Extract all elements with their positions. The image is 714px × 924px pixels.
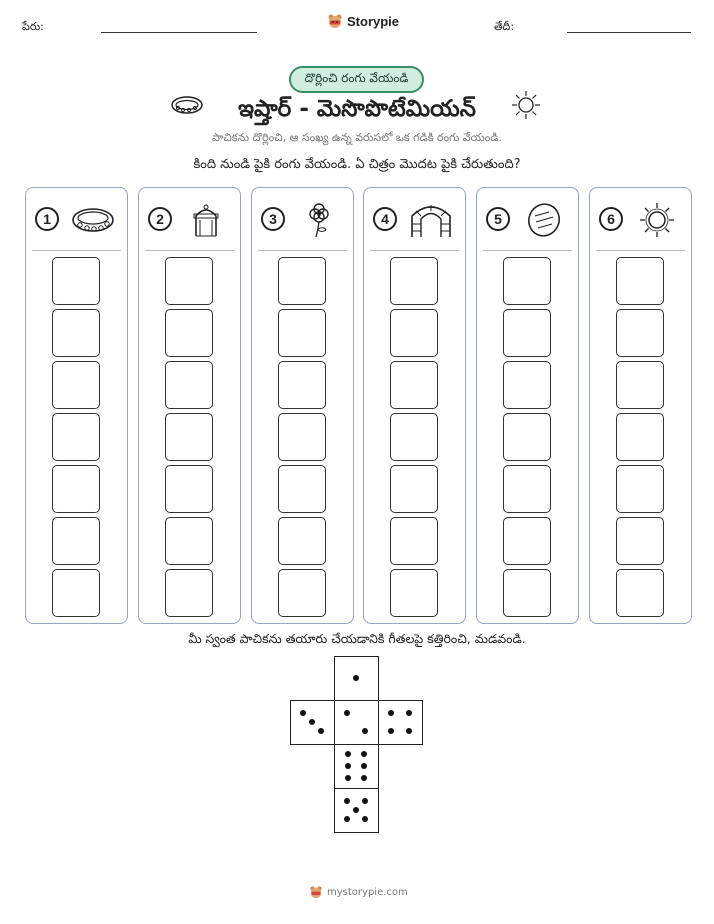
bracelet-icon [68,202,118,238]
dice-pip [345,775,351,781]
gate-icon [181,202,231,238]
color-box[interactable] [52,361,100,409]
color-box[interactable] [278,361,326,409]
color-box[interactable] [52,257,100,305]
dice-pip [353,675,359,681]
dice-pip [406,710,412,716]
column-2 [138,187,241,624]
column-divider [483,250,572,251]
roll-and-color-badge: దొర్లించి రంగు వేయండి [289,66,424,93]
dice-face-3 [290,700,335,745]
bear-logo-icon [327,13,343,29]
dice-face-2 [334,700,379,745]
subtitle: పాచికను దొర్లించి, ఆ సంఖ్య ఉన్న వరుసలో ఒక గడికి రంగు వేయండి. [212,131,502,144]
dice-pip [345,763,351,769]
dice-pip [362,816,368,822]
dice-pip [361,775,367,781]
dice-pip [344,710,350,716]
dice-face-1 [334,656,379,701]
color-box[interactable] [616,413,664,461]
color-box[interactable] [503,465,551,513]
color-box[interactable] [390,257,438,305]
color-box[interactable] [503,569,551,617]
column-6 [589,187,692,624]
sun-icon [632,202,682,238]
column-number: 3 [261,207,285,231]
color-box[interactable] [616,309,664,357]
color-box[interactable] [616,361,664,409]
column-number: 6 [599,207,623,231]
color-box[interactable] [165,569,213,617]
column-header [364,188,465,250]
footer [309,885,408,899]
dice-pip [318,728,324,734]
color-box[interactable] [278,569,326,617]
instruction-text: కింది నుండి పైకి రంగు వేయండి. ఏ చిత్రం మొదట పైకి చేరుతుంది? [193,157,521,172]
column-header [477,188,578,250]
date-line[interactable] [567,32,691,33]
color-box[interactable] [390,309,438,357]
color-box[interactable] [390,517,438,565]
color-box[interactable] [616,465,664,513]
page-title: ఇష్తార్ - మెసొపొటేమియన్ [238,96,476,122]
color-box[interactable] [616,257,664,305]
dice-face-4 [378,700,423,745]
color-box[interactable] [503,413,551,461]
color-box[interactable] [52,465,100,513]
color-box[interactable] [503,361,551,409]
column-header [139,188,240,250]
column-divider [258,250,347,251]
column-number: 1 [35,207,59,231]
color-box[interactable] [165,257,213,305]
dice-pip [406,728,412,734]
color-box[interactable] [616,569,664,617]
color-box[interactable] [503,257,551,305]
column-header [590,188,691,250]
color-box[interactable] [278,465,326,513]
dice-pip [344,798,350,804]
color-box[interactable] [390,361,438,409]
color-box[interactable] [616,517,664,565]
color-box[interactable] [165,465,213,513]
column-5 [476,187,579,624]
color-box[interactable] [390,413,438,461]
column-divider [145,250,234,251]
column-header [252,188,353,250]
dice-pip [361,763,367,769]
color-box[interactable] [278,257,326,305]
column-header [26,188,127,250]
dice-pip [388,728,394,734]
column-number: 5 [486,207,510,231]
color-box[interactable] [503,309,551,357]
color-box[interactable] [278,517,326,565]
color-box[interactable] [165,517,213,565]
column-4 [363,187,466,624]
color-box[interactable] [52,569,100,617]
name-label: పేరు: [22,20,44,33]
color-box[interactable] [278,413,326,461]
dice-pip [345,751,351,757]
brand-logo [327,13,399,29]
dice-face-5 [334,788,379,833]
column-1 [25,187,128,624]
color-box[interactable] [165,309,213,357]
dice-pip [344,816,350,822]
column-divider [32,250,121,251]
dice-pip [309,719,315,725]
column-number: 2 [148,207,172,231]
dice-pip [362,728,368,734]
color-box[interactable] [503,517,551,565]
date-label: తేదీ: [494,20,515,33]
color-box[interactable] [165,413,213,461]
color-box[interactable] [165,361,213,409]
brand-name: Storypie [347,13,400,29]
color-box[interactable] [52,517,100,565]
archway-icon [406,202,456,238]
name-line[interactable] [101,32,257,33]
bear-footer-icon [309,885,323,899]
color-box[interactable] [278,309,326,357]
column-3 [251,187,354,624]
dice-pip [353,807,359,813]
stone-icon [519,202,569,238]
sun-title-icon [511,90,541,120]
dice-pip [362,798,368,804]
color-box[interactable] [52,413,100,461]
color-box[interactable] [390,465,438,513]
column-divider [370,250,459,251]
color-box[interactable] [52,309,100,357]
column-divider [596,250,685,251]
dice-face-6 [334,744,379,789]
column-number: 4 [373,207,397,231]
color-box[interactable] [390,569,438,617]
flower-icon [294,202,344,238]
footer-url[interactable]: mystorypie.com [327,886,408,898]
cut-instruction: మీ స్వంత పాచికను తయారు చేయడానికి గీతలపై కత్తిరించి, మడవండి. [188,631,526,646]
dice-pip [300,710,306,716]
dice-pip [388,710,394,716]
dice-pip [361,751,367,757]
